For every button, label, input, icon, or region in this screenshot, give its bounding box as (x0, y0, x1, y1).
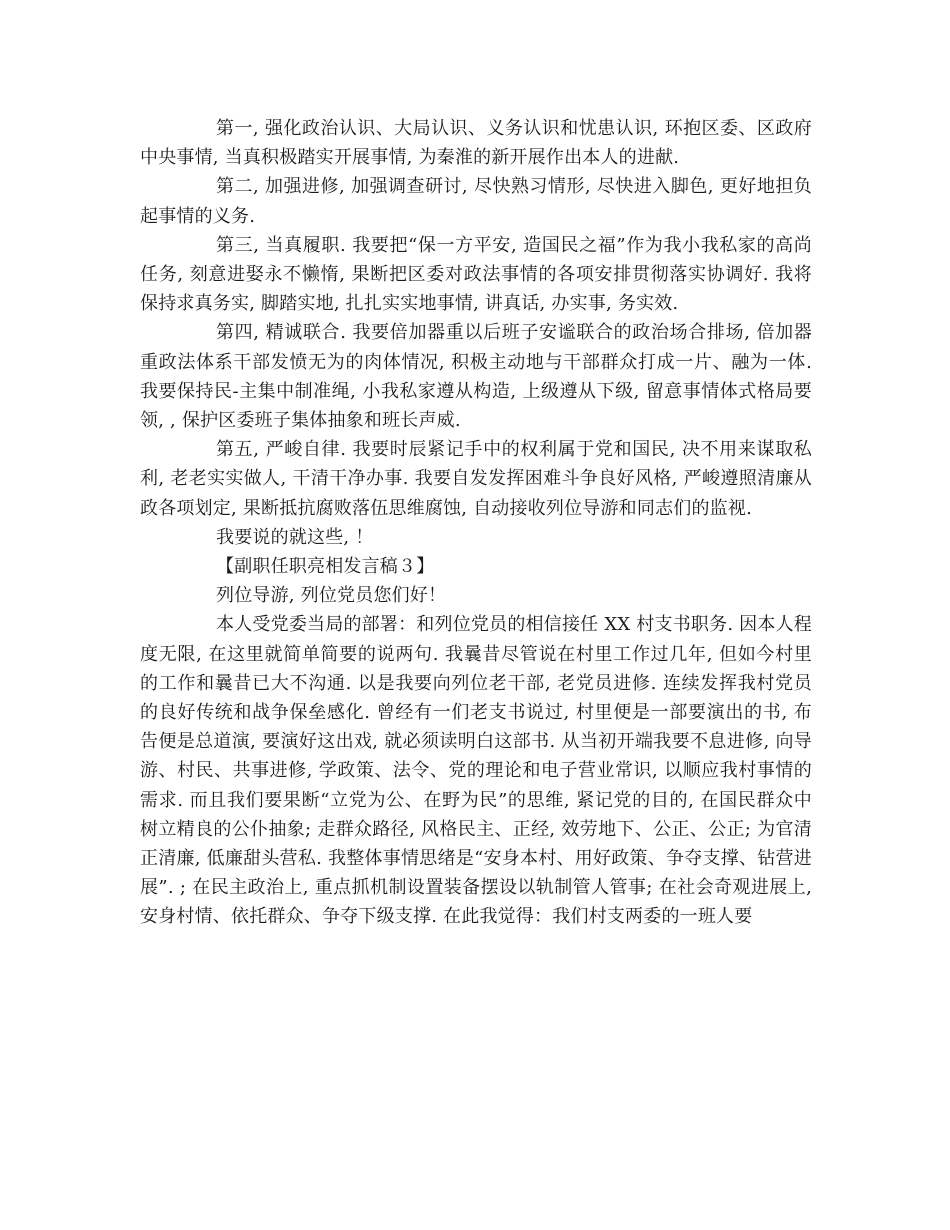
paragraph-first-point: 第一, 强化政治认识、大局认识、义务认识和忧患认识, 环抱区委、区政府中央事情, 当真积极踏实开展事情, 为秦淮的新开展作出本人的进献. (140, 118, 812, 169)
paragraph-second-point: 第二, 加强进修, 加强调查研讨, 尽快熟习情形, 尽快进入脚色, 更好地担负起事情的义务. (140, 176, 812, 227)
paragraph-speech-body: 本人受党委当局的部署：和列位党员的相信接任 XX 村支书职务. 因本人程度无限, 在这里就简单简要的说两句. 我曩昔尽管说在村里工作过几年, 但如今村里的工作和曩昔已大不沟通. 以是我要向列位老干部, 老党员进修. 连续发挥我村党员的良好传统和战争保垒感化. 曾经有一们老支书说过, 村里便是一部要演出的书, 布告便是总道演, 要演好这出戏, 就必须读明白这部书. 从当初开端我要不息进修, 向导游、村民、共事进修, 学政策、法令、党的理论和电子营业常识, 以顺应我村事情的需求. 而且我们要果断“立党为公、在野为民”的思维, 紧记党的目的, 在国民群众中树立精良的公仆抽象; 走群众路径, 风格民主、正经, 效劳地下、公正、公正; 为官清正清廉, 低廉甜头营私. 我整体事情思绪是“安身本村、用好政策、争夺支撑、钻营进展”. ; 在民主政治上, 重点抓机制设置装备摆设以轨制管人管事; 在社会奇观进展上, 安身村情、依托群众、争夺下级支撑. 在此我觉得：我们村支两委的一班人要 (140, 614, 812, 928)
paragraph-fifth-point: 第五, 严峻自律. 我要时辰紧记手中的权利属于党和国民, 决不用来谋取私利, 老老实实做人, 干清干净办事. 我要自发发挥困难斗争良好风格, 严峻遵照清廉从政各项划定, 果断抵抗腐败落伍思维腐蚀, 自动接收列位导游和同志们的监视. (140, 439, 812, 519)
document-body (140, 114, 812, 932)
paragraph-third-point: 第三, 当真履职. 我要把“保一方平安, 造国民之福”作为我小我私家的高尚任务, 刻意进娶永不懒惰, 果断把区委对政法事情的各项安排贯彻落实协调好. 我将保持求真务实, 脚踏实地, 扎扎实实地事情, 讲真话, 办实事, 务实效. (140, 234, 812, 315)
paragraph-closing-remark: 我要说的就这些, ！ (216, 526, 374, 548)
paragraph-greeting: 列位导游, 列位党员您们好！ (216, 585, 447, 607)
section-heading: 【副职任职亮相发言稿３】 (216, 556, 435, 578)
paragraph-fourth-point: 第四, 精诚联合. 我要倍加器重以后班子安谧联合的政治场合排场, 倍加器重政法体系干部发愤无为的肉体情况, 积极主动地与干部群众打成一片、融为一体. 我要保持民-主集中制准绳, 小我私家遵从构造, 上级遵从下级, 留意事情体式格局要领, , 保护区委班子集体抽象和班长声威. (140, 322, 812, 432)
